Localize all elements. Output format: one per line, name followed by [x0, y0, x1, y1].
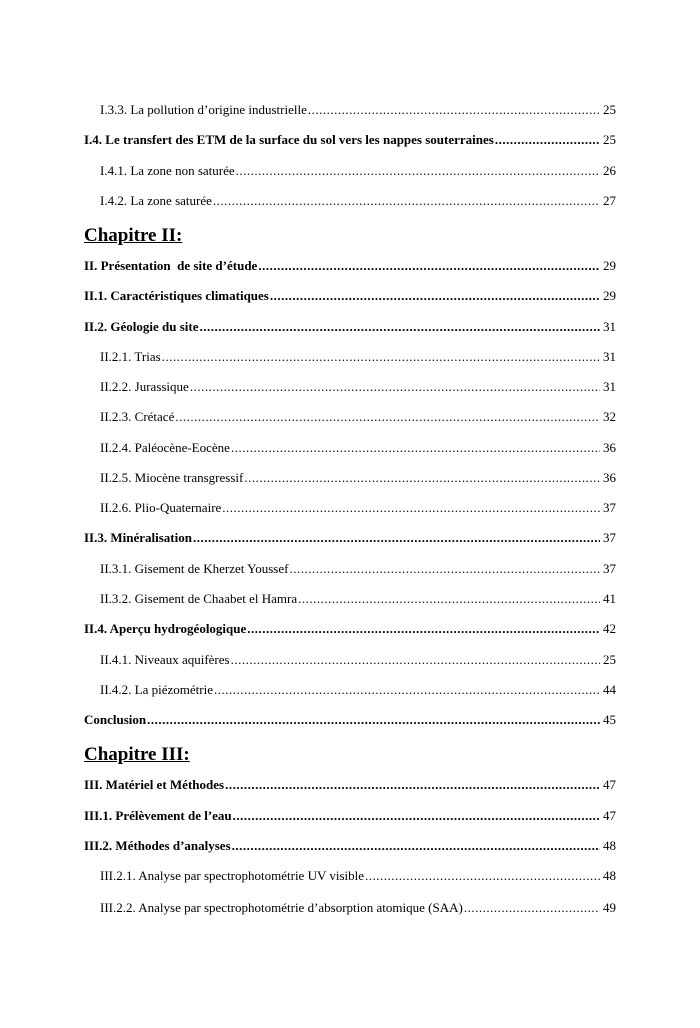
toc-leader-dots [365, 867, 600, 885]
toc-entry-title: I.3.3. La pollution d’origine industrielle [100, 102, 307, 117]
toc-entry-title: II.4.1. Niveaux aquifères [100, 652, 230, 667]
toc-entry-page: 32 [603, 409, 616, 424]
toc-entry[interactable] [84, 776, 616, 794]
toc-entry[interactable] [84, 807, 616, 825]
chapter-heading: Chapitre III: [84, 744, 190, 765]
toc-leader-dots [258, 257, 600, 275]
toc-entry-title: I.4.2. La zone saturée [100, 193, 212, 208]
toc-leader-dots [225, 776, 600, 794]
toc-leader-dots [190, 378, 600, 396]
toc-entry-title: III.1. Prélèvement de l’eau [84, 808, 232, 823]
toc-entry-page: 27 [603, 193, 616, 208]
toc-entry-page: 48 [603, 838, 616, 853]
toc-leader-dots [231, 439, 600, 457]
toc-entry-title: II.1. Caractéristiques climatiques [84, 288, 269, 303]
toc-entry-title: II.2.2. Jurassique [100, 379, 189, 394]
toc-leader-dots [247, 620, 600, 638]
toc-leader-dots [175, 408, 600, 426]
toc-entry-page: 41 [603, 591, 616, 606]
toc-entry-title: II.4. Aperçu hydrogéologique [84, 621, 247, 636]
toc-entry-title: II.2.5. Miocène transgressif [100, 470, 244, 485]
toc-entry-page: 47 [603, 777, 616, 792]
toc-leader-dots [236, 162, 600, 180]
toc-entry-title: II.3.1. Gisement de Kherzet Youssef [100, 561, 289, 576]
toc-leader-dots [298, 590, 600, 608]
toc-leader-dots [308, 101, 600, 119]
toc-entry-title: III.2.2. Analyse par spectrophotométrie d’absorption atomique (SAA) [100, 900, 463, 915]
toc-entry[interactable] [84, 318, 616, 336]
toc-entry-page: 31 [603, 379, 616, 394]
toc-leader-dots [289, 560, 600, 578]
toc-entry-title: II.2.1. Trias [100, 349, 161, 364]
toc-entry[interactable] [100, 348, 616, 366]
toc-entry-page: 37 [603, 500, 616, 515]
toc-entry[interactable] [100, 192, 616, 210]
toc-leader-dots [270, 287, 600, 305]
toc-entry-title: II.3. Minéralisation [84, 530, 192, 545]
toc-entry[interactable] [100, 590, 616, 608]
toc-entry[interactable] [100, 560, 616, 578]
toc-entry[interactable] [100, 651, 616, 669]
toc-entry-page: 47 [603, 808, 616, 823]
toc-entry-page: 45 [603, 712, 616, 727]
toc-leader-dots [214, 681, 600, 699]
toc-entry[interactable] [84, 529, 616, 547]
toc-entry-title: I.4.1. La zone non saturée [100, 163, 235, 178]
toc-entry-title: II.4.2. La piézométrie [100, 682, 213, 697]
toc-entry[interactable] [100, 469, 616, 487]
toc-entry-title: II.2.6. Plio-Quaternaire [100, 500, 222, 515]
toc-entry-page: 36 [603, 470, 616, 485]
toc-entry[interactable] [100, 899, 616, 917]
toc-leader-dots [213, 192, 600, 210]
toc-entry-page: 37 [603, 561, 616, 576]
toc-entry-title: III.2.1. Analyse par spectrophotométrie UV visible [100, 868, 365, 883]
toc-entry-title: Conclusion [84, 712, 147, 727]
toc-leader-dots [222, 499, 600, 517]
toc-entry-page: 36 [603, 440, 616, 455]
toc-entry[interactable] [100, 499, 616, 517]
toc-entry-title: III. Matériel et Méthodes [84, 777, 225, 792]
toc-entry-page: 48 [603, 868, 616, 883]
toc-leader-dots [147, 711, 600, 729]
toc-entry-page: 25 [603, 132, 616, 147]
toc-leader-dots [162, 348, 600, 366]
toc-entry[interactable] [100, 101, 616, 119]
toc-entry-page: 31 [603, 319, 616, 334]
toc-entry-page: 37 [603, 530, 616, 545]
toc-entry-title: II.3.2. Gisement de Chaabet el Hamra [100, 591, 298, 606]
toc-entry[interactable] [84, 711, 616, 729]
toc-entry-page: 25 [603, 102, 616, 117]
toc-entry-page: 42 [603, 621, 616, 636]
toc-entry[interactable] [84, 131, 616, 149]
toc-entry-title: II. Présentation de site d’étude [84, 258, 258, 273]
toc-entry-page: 31 [603, 349, 616, 364]
toc-entry[interactable] [84, 287, 616, 305]
toc-leader-dots [232, 837, 600, 855]
toc-entry-page: 49 [603, 900, 616, 915]
toc-entry[interactable] [84, 837, 616, 855]
chapter-heading: Chapitre II: [84, 225, 183, 246]
toc-entry[interactable] [84, 620, 616, 638]
toc-leader-dots [244, 469, 600, 487]
toc-entry[interactable] [100, 378, 616, 396]
toc-entry-title: II.2. Géologie du site [84, 319, 199, 334]
toc-leader-dots [233, 807, 600, 825]
toc-entry-page: 29 [603, 258, 616, 273]
toc-entry-page: 26 [603, 163, 616, 178]
toc-entry[interactable] [84, 257, 616, 275]
toc-entry[interactable] [100, 162, 616, 180]
toc-leader-dots [199, 318, 600, 336]
toc-leader-dots [193, 529, 600, 547]
toc-entry-page: 29 [603, 288, 616, 303]
toc-leader-dots [464, 899, 600, 917]
toc-entry-page: 44 [603, 682, 616, 697]
toc-leader-dots [495, 131, 600, 149]
toc-entry-title: II.2.3. Crétacé [100, 409, 175, 424]
toc-leader-dots [231, 651, 600, 669]
toc-entry-page: 25 [603, 652, 616, 667]
toc-entry-title: III.2. Méthodes d’analyses [84, 838, 231, 853]
toc-entry[interactable] [100, 681, 616, 699]
toc-entry[interactable] [100, 867, 616, 885]
toc-entry[interactable] [100, 408, 616, 426]
toc-entry[interactable] [100, 439, 616, 457]
toc-entry-title: II.2.4. Paléocène-Eocène [100, 440, 230, 455]
toc-entry-title: I.4. Le transfert des ETM de la surface du sol vers les nappes souterraines [84, 132, 494, 147]
